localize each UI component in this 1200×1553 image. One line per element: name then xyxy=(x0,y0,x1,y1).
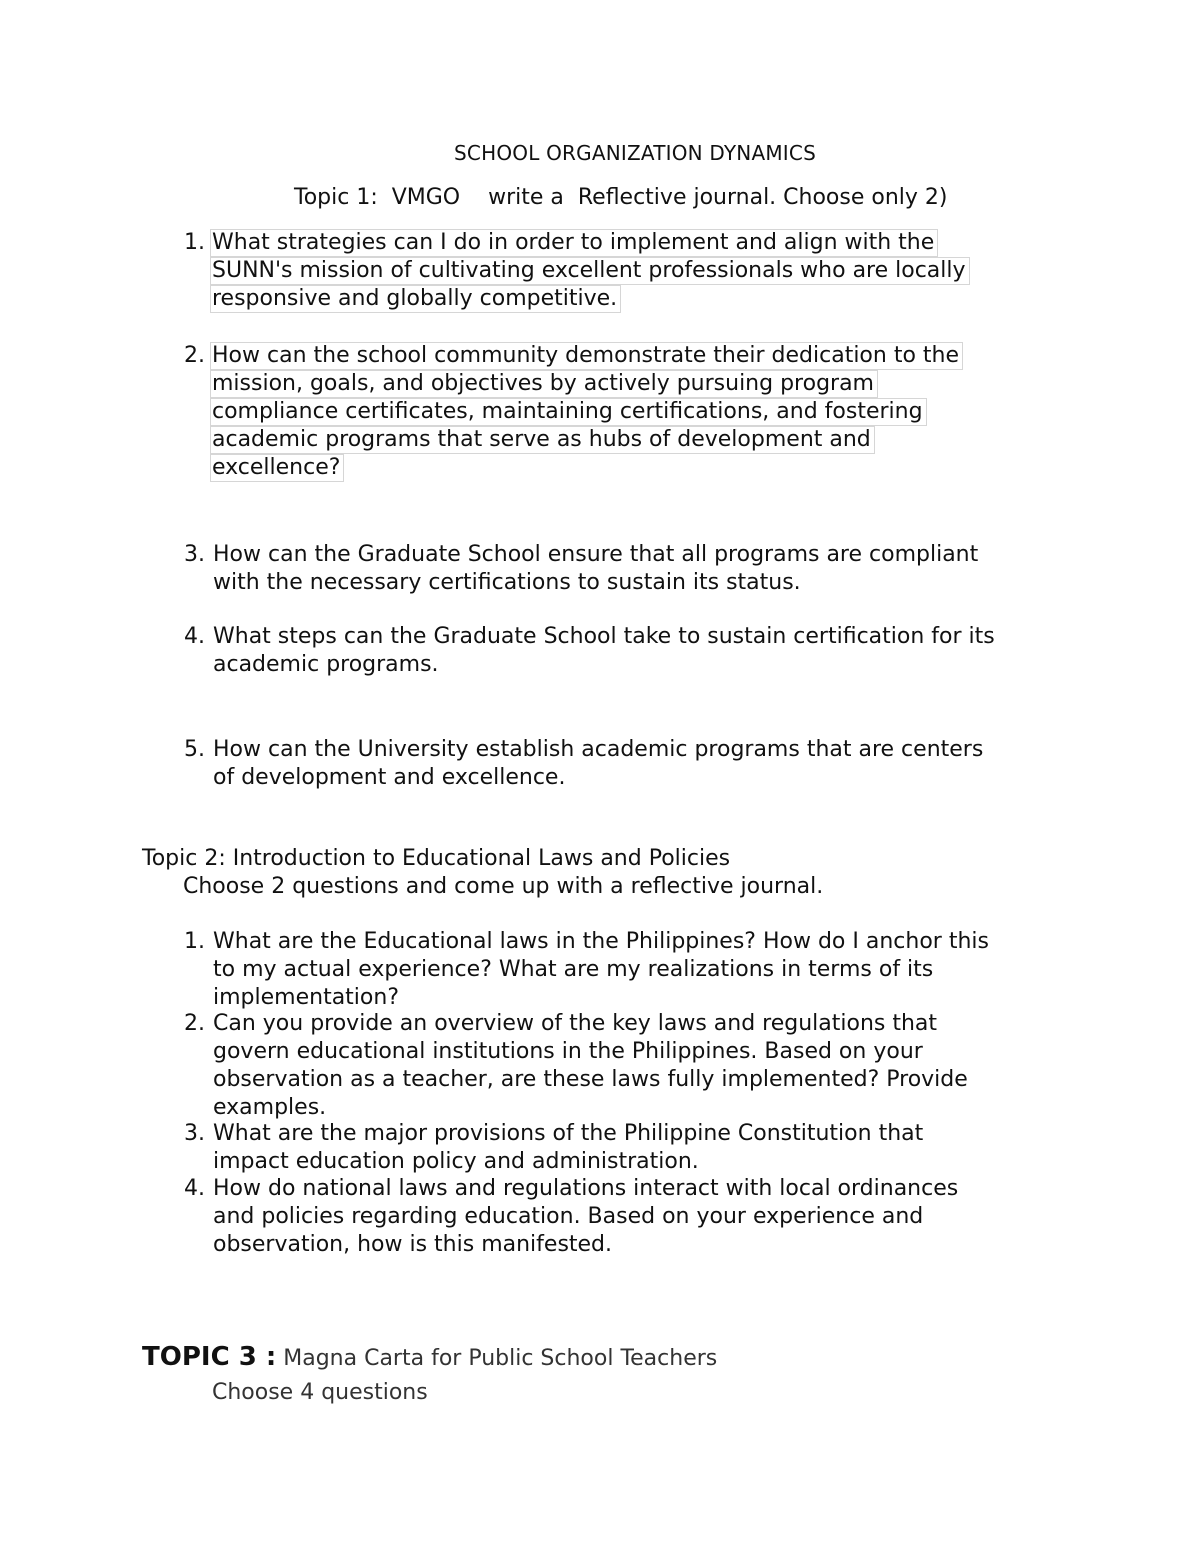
question-line: What strategies can I do in order to implement and align with the xyxy=(210,229,938,257)
question-text xyxy=(213,342,963,482)
question-number: 1. xyxy=(184,230,205,255)
question-line: responsive and globally competitive. xyxy=(210,285,621,313)
question-line: What are the major provisions of the Philippine Constitution that xyxy=(213,1121,924,1146)
question-number: 5. xyxy=(184,737,205,762)
question-line: academic programs. xyxy=(213,652,439,677)
question-line: of development and excellence. xyxy=(213,765,566,790)
question-number: 4. xyxy=(184,1176,205,1201)
question-line: What steps can the Graduate School take to sustain certification for its xyxy=(213,624,995,649)
question-text xyxy=(213,229,970,313)
question-text xyxy=(213,1120,923,1176)
question-number: 2. xyxy=(184,343,205,368)
question-number: 1. xyxy=(184,929,205,954)
question-number: 3. xyxy=(184,542,205,567)
question-line: academic programs that serve as hubs of development and xyxy=(210,426,875,454)
question-line: observation as a teacher, are these laws fully implemented? Provide xyxy=(213,1067,968,1092)
question-line: How can the Graduate School ensure that all programs are compliant xyxy=(213,542,979,567)
topic3-heading xyxy=(142,1342,717,1372)
topic2-heading: Topic 2: Introduction to Educational Laws and Policies xyxy=(142,846,731,871)
question-text xyxy=(213,736,983,792)
question-line: What are the Educational laws in the Philippines? How do I anchor this xyxy=(213,929,989,954)
question-text xyxy=(213,1175,958,1259)
question-text xyxy=(213,1010,968,1122)
question-text xyxy=(213,928,989,1012)
question-line: implementation? xyxy=(213,985,399,1010)
question-line: with the necessary certifications to sustain its status. xyxy=(213,570,801,595)
question-line: and policies regarding education. Based on your experience and xyxy=(213,1204,924,1229)
topic2-subheading: Choose 2 questions and come up with a reflective journal. xyxy=(183,874,824,899)
topic3-label: TOPIC 3 : xyxy=(142,1342,277,1372)
question-line: govern educational institutions in the Philippines. Based on your xyxy=(213,1039,923,1064)
question-line: observation, how is this manifested. xyxy=(213,1232,613,1257)
question-text xyxy=(213,623,995,679)
question-number: 3. xyxy=(184,1121,205,1146)
question-line: impact education policy and administration. xyxy=(213,1149,699,1174)
question-line: mission, goals, and objectives by actively pursuing program xyxy=(210,370,878,398)
question-line: How do national laws and regulations interact with local ordinances xyxy=(213,1176,959,1201)
topic3-title: Magna Carta for Public School Teachers xyxy=(276,1346,718,1371)
question-line: examples. xyxy=(213,1095,327,1120)
question-line: SUNN's mission of cultivating excellent professionals who are locally xyxy=(210,257,970,285)
question-line: excellence? xyxy=(210,454,344,482)
question-text xyxy=(213,541,978,597)
question-number: 2. xyxy=(184,1011,205,1036)
topic3-subheading: Choose 4 questions xyxy=(212,1380,428,1405)
topic1-heading: Topic 1: VMGO write a Reflective journal. Choose only 2) xyxy=(294,185,948,210)
question-line: How can the University establish academic programs that are centers xyxy=(213,737,984,762)
document-title: SCHOOL ORGANIZATION DYNAMICS xyxy=(454,141,816,165)
question-line: to my actual experience? What are my realizations in terms of its xyxy=(213,957,934,982)
question-line: Can you provide an overview of the key laws and regulations that xyxy=(213,1011,938,1036)
question-line: How can the school community demonstrate their dedication to the xyxy=(210,342,963,370)
question-number: 4. xyxy=(184,624,205,649)
question-line: compliance certificates, maintaining certifications, and fostering xyxy=(210,398,927,426)
